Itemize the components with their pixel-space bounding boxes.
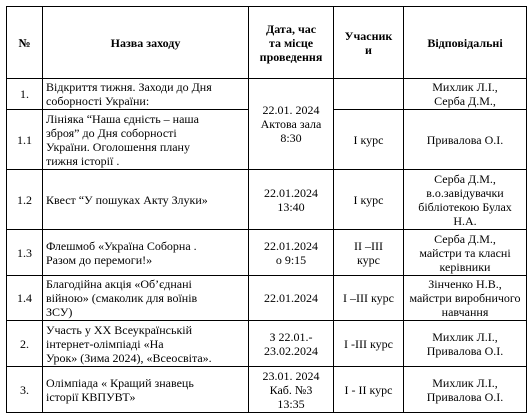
header-num: № bbox=[7, 7, 43, 79]
row-event: Квест “У пошуках Акту Злуки» bbox=[43, 170, 249, 230]
row-datetime: 22.01.2024 о 9:15 bbox=[249, 230, 334, 276]
table-row bbox=[7, 79, 527, 110]
events-table bbox=[6, 6, 527, 413]
row-participants: І курс bbox=[334, 170, 404, 230]
row-datetime: 22.01.2024 bbox=[249, 276, 334, 321]
row-num: 1.4 bbox=[7, 276, 43, 321]
row-datetime: 22.01. 2024 Актова зала 8:30 bbox=[249, 79, 334, 170]
row-num: 1.3 bbox=[7, 230, 43, 276]
table-row bbox=[7, 230, 527, 276]
row-num: 1.1 bbox=[7, 110, 43, 170]
row-num: 2. bbox=[7, 321, 43, 367]
row-event: Відкриття тижня. Заходи до Дня соборності України: bbox=[43, 79, 249, 110]
table-row bbox=[7, 276, 527, 321]
row-event: Благодійна акція «Об’єднані війною» (смаколик для воїнів ЗСУ) bbox=[43, 276, 249, 321]
row-responsible: Серба Д.М., в.о.завідувачки бібліотекою Булах Н.А. bbox=[404, 170, 527, 230]
row-responsible: Михлик Л.І., Привалова О.І. bbox=[404, 321, 527, 367]
row-participants: І - ІІ курс bbox=[334, 367, 404, 413]
row-event: Флешмоб «Україна Соборна . Разом до перемоги!» bbox=[43, 230, 249, 276]
row-num: 1.2 bbox=[7, 170, 43, 230]
row-responsible: Зінченко Н.В., майстри виробничого навчання bbox=[404, 276, 527, 321]
row-responsible: Серба Д.М., майстри та класні керівники bbox=[404, 230, 527, 276]
table-row bbox=[7, 321, 527, 367]
row-participants: І -ІІІ курс bbox=[334, 321, 404, 367]
row-event: Лініяка “Наша єдність – наша зброя” до Дня соборності України. Оголошення плану тижня історії . bbox=[43, 110, 249, 170]
row-event: Участь у ХХ Всеукраїнській інтернет-олімпіаді «На Урок» (Зима 2024), «Всеосвіта». bbox=[43, 321, 249, 367]
row-participants: І курс bbox=[334, 110, 404, 170]
row-participants: ІІ –ІІІ курс bbox=[334, 230, 404, 276]
row-event: Олімпіада « Кращий знавець історії КВПУВТ» bbox=[43, 367, 249, 413]
row-responsible: Михлик Л.І., Серба Д.М., bbox=[404, 79, 527, 110]
table-row bbox=[7, 170, 527, 230]
row-responsible: Привалова О.І. bbox=[404, 110, 527, 170]
header-event: Назва заходу bbox=[43, 7, 249, 79]
row-num: 3. bbox=[7, 367, 43, 413]
table-header-row bbox=[7, 7, 527, 79]
header-datetime: Дата, час та місце проведення bbox=[249, 7, 334, 79]
table-row bbox=[7, 367, 527, 413]
row-datetime: З 22.01.- 23.02.2024 bbox=[249, 321, 334, 367]
row-datetime: 23.01. 2024 Каб. №3 13:35 bbox=[249, 367, 334, 413]
header-responsible: Відповідальні bbox=[404, 7, 527, 79]
row-participants: І –ІІІ курс bbox=[334, 276, 404, 321]
row-datetime: 22.01.2024 13:40 bbox=[249, 170, 334, 230]
row-participants bbox=[334, 79, 404, 110]
row-responsible: Михлик Л.І., Привалова О.І. bbox=[404, 367, 527, 413]
row-num: 1. bbox=[7, 79, 43, 110]
header-participants: Учасник и bbox=[334, 7, 404, 79]
